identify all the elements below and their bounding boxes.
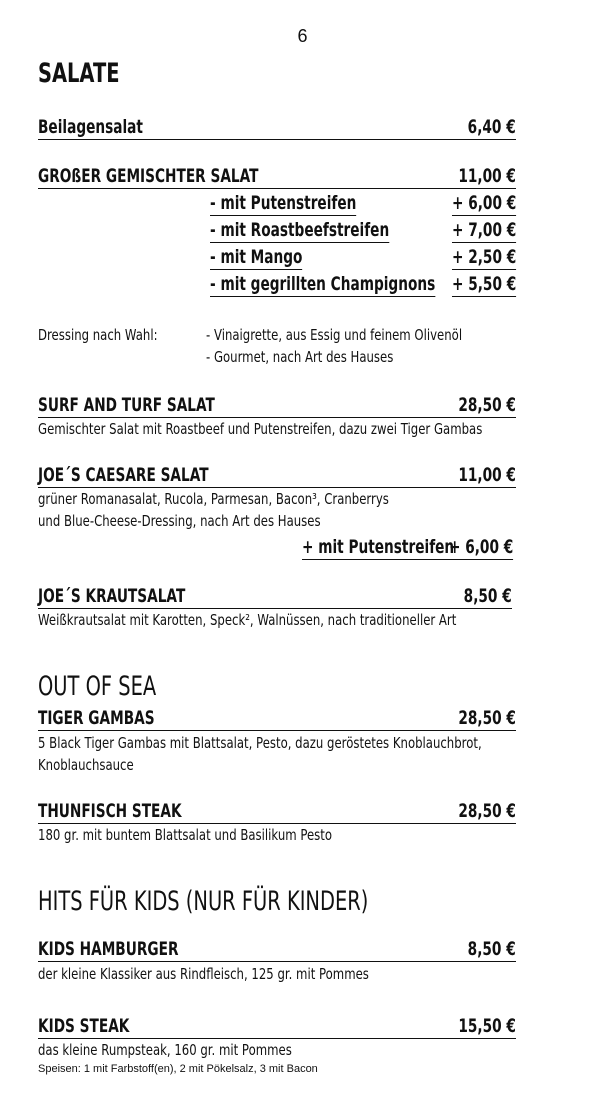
menu-item-kids-hamburger — [38, 938, 516, 962]
section-title-kids: HITS FÜR KIDS (NUR FÜR KINDER) — [38, 886, 369, 917]
item-description: und Blue-Cheese-Dressing, nach Art des Hauses — [38, 512, 321, 530]
allergen-footnote: Speisen: 1 mit Farbstoff(en), 2 mit Pökelsalz, 3 mit Bacon — [38, 1063, 318, 1075]
menu-item-krautsalat — [38, 585, 512, 609]
item-description: 180 gr. mit buntem Blattsalat und Basilikum Pesto — [38, 826, 333, 844]
item-description: das kleine Rumpsteak, 160 gr. mit Pommes — [38, 1041, 292, 1059]
addon-champignons — [210, 273, 516, 295]
item-price: 28,50 € — [458, 394, 516, 416]
item-description: Weißkrautsalat mit Karotten, Speck², Walnüssen, nach traditioneller Art — [38, 611, 457, 629]
menu-item-gemischter-salat — [38, 165, 516, 189]
item-name: THUNFISCH STEAK — [38, 800, 182, 822]
addon-price: + 2,50 € — [451, 246, 516, 268]
item-price: 28,50 € — [458, 707, 516, 729]
item-price: 6,40 € — [467, 116, 516, 138]
menu-item-kids-steak — [38, 1015, 516, 1039]
item-name: KIDS HAMBURGER — [38, 938, 179, 960]
item-name: JOE´S KRAUTSALAT — [38, 585, 186, 607]
section-title-out-of-sea: OUT OF SEA — [38, 671, 157, 702]
addon-price: + 6,00 € — [448, 536, 513, 558]
addon-price: + 5,50 € — [451, 273, 516, 295]
item-price: 15,50 € — [458, 1015, 516, 1037]
addon-label: - mit Putenstreifen — [210, 192, 357, 214]
addon-caesare-putenstreifen — [302, 536, 513, 558]
item-name: JOE´S CAESARE SALAT — [38, 464, 209, 486]
addon-mango — [210, 246, 516, 268]
item-price: 8,50 € — [467, 938, 516, 960]
item-name: SURF AND TURF SALAT — [38, 394, 215, 416]
menu-item-thunfisch-steak — [38, 800, 516, 824]
page-number: 6 — [297, 26, 308, 46]
item-name: KIDS STEAK — [38, 1015, 130, 1037]
addon-price: + 6,00 € — [451, 192, 516, 214]
menu-item-caesare-salat — [38, 464, 516, 488]
addon-label: - mit Roastbeefstreifen — [210, 219, 390, 241]
item-price: 11,00 € — [458, 165, 516, 187]
section-title-salate: SALATE — [38, 58, 120, 89]
item-price: 11,00 € — [458, 464, 516, 486]
addon-label: - mit gegrillten Champignons — [210, 273, 436, 295]
item-price: 8,50 € — [463, 585, 512, 607]
dressing-option-vinaigrette: - Vinaigrette, aus Essig und feinem Olivenöl — [206, 326, 463, 344]
addon-roastbeefstreifen — [210, 219, 516, 241]
item-description: der kleine Klassiker aus Rindfleisch, 125 gr. mit Pommes — [38, 965, 369, 983]
addon-price: + 7,00 € — [451, 219, 516, 241]
dressing-option-gourmet: - Gourmet, nach Art des Hauses — [206, 348, 394, 366]
menu-item-beilagensalat — [38, 116, 516, 140]
addon-label: - mit Mango — [210, 246, 303, 268]
item-name: Beilagensalat — [38, 116, 143, 138]
item-description: Knoblauchsauce — [38, 756, 134, 774]
menu-item-tiger-gambas — [38, 707, 516, 731]
menu-item-surf-and-turf — [38, 394, 516, 418]
dressing-label: Dressing nach Wahl: — [38, 326, 158, 344]
item-description: Gemischter Salat mit Roastbeef und Putenstreifen, dazu zwei Tiger Gambas — [38, 420, 483, 438]
addon-label: + mit Putenstreifen — [302, 536, 455, 558]
item-name: GROßER GEMISCHTER SALAT — [38, 165, 259, 187]
item-description: 5 Black Tiger Gambas mit Blattsalat, Pesto, dazu geröstetes Knoblauchbrot, — [38, 734, 482, 752]
item-description: grüner Romanasalat, Rucola, Parmesan, Bacon³, Cranberrys — [38, 490, 389, 508]
item-price: 28,50 € — [458, 800, 516, 822]
addon-putenstreifen — [210, 192, 516, 214]
item-name: TIGER GAMBAS — [38, 707, 155, 729]
